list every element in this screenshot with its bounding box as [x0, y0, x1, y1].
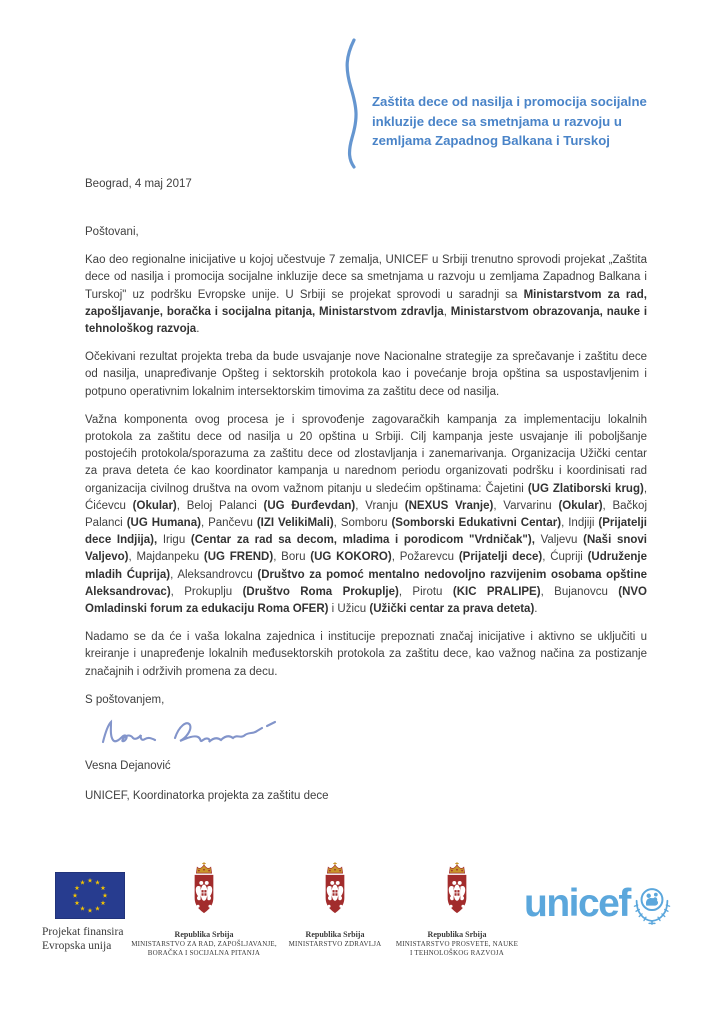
- unicef-emblem-icon: [630, 882, 674, 926]
- ministry-name-line: BORAČKA I SOCIJALNA PITANJA: [147, 948, 261, 957]
- signature-name: Vesna Dejanović: [85, 760, 171, 773]
- signature-role: UNICEF, Koordinatorka projekta za zaštitu dece: [85, 790, 329, 803]
- serbia-coat-of-arms-icon: [440, 860, 474, 922]
- program-title-line: zemljama Zapadnog Balkana i Turskoj: [372, 133, 610, 148]
- date-line: Beograd, 4 maj 2017: [85, 178, 192, 190]
- paragraph-2: Očekivani rezultat projekta treba da bude usvajanje nove Nacionalne strategije za sprečavanje i zaštitu dece od nasilja, unapređivanje Opšteg i sektorskih protokola kao i povećanje broja opština sa uspostavljenim i potpuno operativnim lokalnim intersektorskim timovima za zaštitu dece od nasilja.: [85, 351, 647, 398]
- ministry-name-line: MINISTARSTVO PROSVETE, NAUKE: [395, 940, 519, 948]
- ministry-labor-block: [114, 860, 294, 957]
- ministry-country: Republika Srbija: [305, 930, 365, 939]
- unicef-logo: [524, 882, 674, 926]
- ministry-name-line: I TEHNOLOŠKOG RAZVOJA: [410, 948, 504, 957]
- eu-caption-line: Evropska unija: [42, 939, 112, 952]
- serbia-coat-of-arms-icon: [187, 860, 221, 922]
- salutation: Poštovani,: [85, 226, 139, 238]
- paragraph-4: Nadamo se da će i vaša lokalna zajednica i institucije prepoznati značaj inicijative i aktivno se uključiti u kreiranje i unapređenje lokalnih međusektorskih protokola za zaštitu dece, kao važnog načina za postizanje značajnih i održivih promena za decu.: [85, 631, 647, 678]
- paragraph-1: Kao deo regionalne inicijative u kojoj učestvuje 7 zemalja, UNICEF u Srbiji trenutno sprovodi projekat „Zaštita dece od nasilja i promocija socijalne inkluzije dece sa smetnjama u razvoju u zemljama Zapadnog Balkana i Turskoj" uz podršku Evropske unije. U Srbiji se projekat sprovodi u saradnji sa Ministarstvom za rad, zapošljavanje, boračka i socijalna pitanja, Ministarstvom zdravlja, Ministarstvom obrazovanja, nauke i tehnološkog razvoja.: [85, 254, 648, 336]
- program-title: [372, 92, 672, 151]
- letter-body: [85, 224, 647, 805]
- footer-logos: [0, 858, 724, 978]
- ministry-name-line: MINISTARSTVO ZA RAD, ZAPOŠLJAVANJE,: [131, 940, 277, 948]
- ministry-country: Republika Srbija: [174, 930, 234, 939]
- handwritten-signature-icon: [95, 712, 285, 756]
- ministry-education-block: [372, 860, 542, 957]
- program-title-line: Zaštita dece od nasilja i promocija socijalne: [372, 94, 647, 109]
- eu-caption-line: Projekat finansira: [42, 926, 124, 938]
- letterhead-swoosh-icon: [336, 36, 366, 171]
- unicef-wordmark: unicef: [524, 882, 630, 925]
- program-title-line: inkluzije dece sa smetnjama u razvoju u: [372, 113, 622, 129]
- ministry-country: Republika Srbija: [427, 930, 487, 939]
- serbia-coat-of-arms-icon: [318, 860, 352, 922]
- closing: S poštovanjem,: [85, 693, 165, 706]
- paragraph-3: Važna komponenta ovog procesa je i sprovođenje zagovaračkih kampanja za implementaciju lokalnih protokola za zaštitu dece od nasilja u 20 opština u Srbiji. Cilj kampanja jeste usvajanje ili poboljšanje postojećih protokola/sporazuma za zaštitu dece od zlostavljanja i zanemarivanja. Organizacija Užički centar za prava deteta će kao koordinator kampanja u narednom periodu organizovati podršku i koordinisati rad organizacija civilnog društva na ovom važnom pitanju u sledećim opštinama: Čajetini (UG Zlatiborski krug), Ćićevcu (Okular), Beloj Palanci (UG Đurđevdan), Vranju (NEXUS Vranje), Varvarinu (Okular), Bačkoj Palanci (UG Humana), Pančevu (IZI VelikiMali), Somboru (Somborski Edukativni Centar), Indjiji (Prijatelji dece Indjija), Irigu (Centar za rad sa decom, mladima i porodicom "Vrdničak"), Valjevu (Naši snovi Valjevo), Majdanpeku (UG FREND), Boru (UG KOKORO), Požarevcu (Prijatelji dece), Ćupriji (Udruženje mladih Ćuprija), Aleksandrovcu (Društvo za pomoć mentalno nedovoljno razvijenim osobama opštine Aleksandrovac), Prokuplju (Društvo Roma Prokuplje), Pirotu (KIC PRALIPE), Bujanovcu (NVO Omladinski forum za edukaciju Roma OFER) i Užicu (Užički centar za prava deteta).: [85, 413, 648, 616]
- ministry-name-line: MINISTARSTVO ZDRAVLJA: [288, 940, 382, 948]
